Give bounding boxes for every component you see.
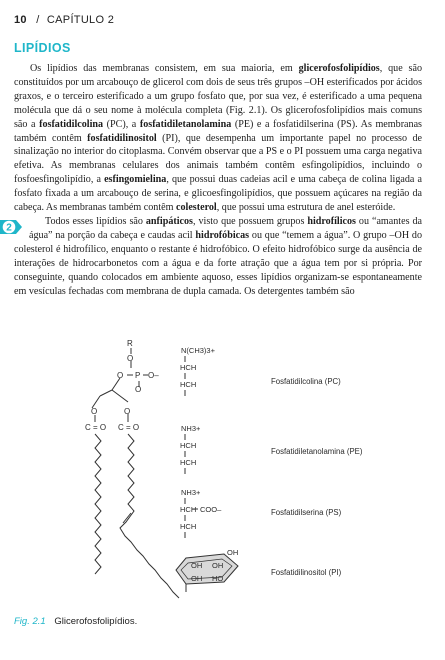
ps-hch-label: HCH <box>180 522 197 531</box>
ester-oxygen-label: O <box>91 407 98 416</box>
text-run: , que são constituídos por um arcabouço de glicerol com dois de seus três grupos –OH esterificados por ácidos graxos, e o terceiro esterificado a um grupo fosfato que, por sua vez, é esterificado a uma pequena molécula que dá o seu nome à molécula completa (Fig. 2.1). Os glicerofosfolipídios mais comuns são a <box>14 63 422 130</box>
pc-label: Fosfatidilcolina (PC) <box>271 377 341 386</box>
ps-coo-label: COO– <box>200 505 222 514</box>
ps-label: Fosfatidilserina (PS) <box>271 508 342 517</box>
pc-hch-label: HCH <box>180 363 197 372</box>
pe-hch-label: HCH <box>180 458 197 467</box>
page-number: 10 <box>14 14 27 26</box>
term-glicerofosfolipidios: glicerofosfolipídios <box>298 63 380 74</box>
text-run: , que possui duas cadeias acil e uma cabeça de colina ligada a fosfato fixada a um arcabouço de serina, e glicoesfingolipídios, que possuem açúcares na região da cabeça. As membranas também contêm <box>14 174 422 214</box>
term-hidrofobicas: hidrofóbicas <box>195 229 250 241</box>
section-title: LIPÍDIOS <box>14 41 71 55</box>
header-separator: / <box>36 14 40 26</box>
running-header <box>14 14 114 26</box>
oxygen-label: O <box>135 385 142 394</box>
oxygen-label: O <box>117 371 124 380</box>
oxygen-label: O <box>127 354 134 363</box>
text-run: Os lipídios das membranas consistem, em sua maioria, em <box>30 63 299 74</box>
ps-amine-label: NH3+ <box>181 488 201 497</box>
term-anfipaticos: anfipáticos <box>145 215 193 227</box>
carbonyl-label: C = O <box>85 423 107 432</box>
pi-oh-label: OH <box>191 561 203 570</box>
inositol-ring-icon <box>176 554 238 584</box>
text-run: (PC), a <box>103 118 140 130</box>
figure-glicerofosfolipidios <box>0 330 445 620</box>
text-run: (PI), que desempenha um importante papel no processo de sinalização no interior do citoplasma. Convém observar que a PS e o PI possuem uma carga negativa efetiva. As membranas celulares dos animais também contêm esfingolipídios, incluindo o fosfoesfingolipídio, a <box>14 132 422 186</box>
fatty-acid-chain-1 <box>95 434 101 574</box>
ps-hch-text: HCH <box>180 505 197 514</box>
lipid-structure-diagram <box>0 330 445 620</box>
text-run: Todos esses lipídios são <box>45 215 146 227</box>
oxygen-minus-label: O– <box>148 371 159 380</box>
pi-oh-label: OH <box>212 561 224 570</box>
badge-number: 2 <box>6 222 12 234</box>
text-run: , que possui uma estrutura de anel esteróide. <box>216 202 396 214</box>
paragraph-1 <box>14 62 422 215</box>
term-fosfatidilcolina: fosfatidilcolina <box>39 118 104 130</box>
carbonyl-label: C = O <box>118 423 140 432</box>
text-run: , visto que possuem grupos <box>192 215 308 227</box>
pi-oh-label: OH <box>227 548 239 557</box>
pe-hch-label: HCH <box>180 441 197 450</box>
double-bond <box>123 513 131 523</box>
ester-oxygen-label: O <box>124 407 131 416</box>
pc-hch-label: HCH <box>180 380 197 389</box>
pi-label: Fosfatidilinositol (PI) <box>271 568 342 577</box>
r-group-label: R <box>127 339 133 348</box>
term-fosfatidiletanolamina: fosfatidiletanolamina <box>139 118 232 130</box>
pe-label: Fosfatidiletanolamina (PE) <box>271 447 363 456</box>
margin-badge-icon <box>0 216 24 238</box>
term-esfingomielina: esfingomielina <box>104 174 167 186</box>
pi-oh-label: OH <box>191 574 203 583</box>
figure-caption <box>14 616 137 627</box>
text-run: (PE) e a fosfatidilserina (PS). As membranas também contêm <box>14 118 422 144</box>
pc-amine-label: N(CH3)3+ <box>181 346 215 355</box>
text-run: ou “amantes da água” na porção da cabeça e caudas acil <box>29 215 423 241</box>
term-fosfatidilinositol: fosfatidilinositol <box>87 132 157 144</box>
term-colesterol: colesterol <box>176 202 217 214</box>
pi-ho-label: HO <box>212 574 224 583</box>
term-hidrofilicos: hidrofílicos <box>307 215 356 227</box>
phosphorus-label: P <box>135 371 141 380</box>
figure-number: Fig. 2.1 <box>14 616 46 627</box>
pe-amine-label: NH3+ <box>181 424 201 433</box>
chapter-label: CAPÍTULO 2 <box>46 14 115 26</box>
figure-caption-text: Glicerofosfolipídios. <box>54 616 138 627</box>
text-run: ou que “temem a água”. O grupo –OH do colesterol é hidrofílico, enquanto o restante é hidrofóbico. O efeito hidrofóbico surge da ausência de interações de hidrocarbonetos com a água e da forte atração que a água tem por si própria. Por conseguinte, quando colocados em ambiente aquoso, esses lipídios organizam-se espontaneamente em vesículas fechadas com membrana de dupla camada. Os detergentes também são <box>14 229 423 297</box>
body-text <box>6 62 423 298</box>
paragraph-2 <box>6 215 423 298</box>
